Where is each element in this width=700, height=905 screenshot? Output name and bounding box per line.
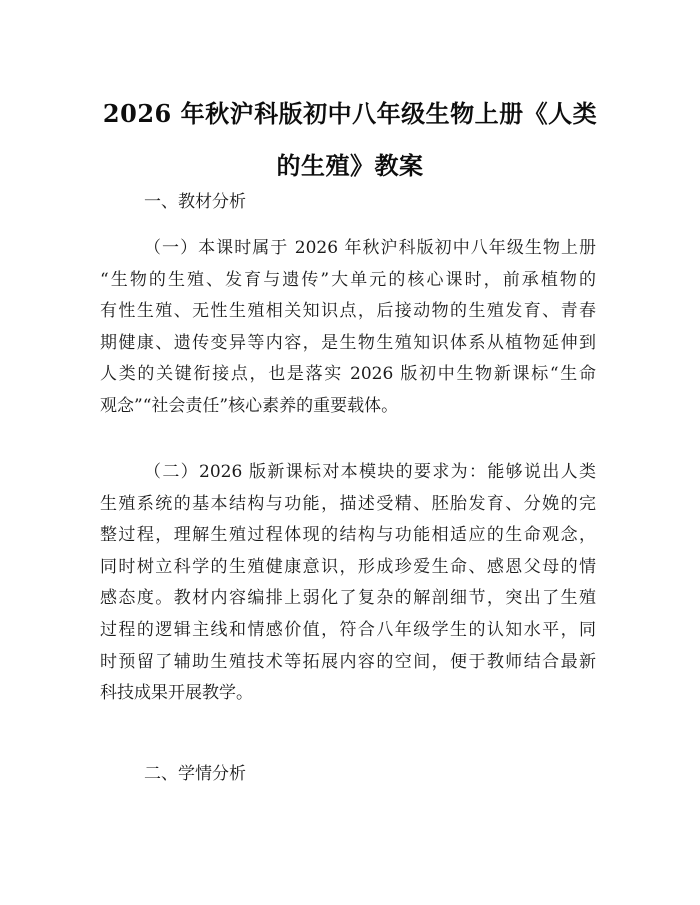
document-title [100,88,600,192]
paragraph-line: 有性生殖、无性生殖相关知识点，后接动物的生殖发育、青春 [100,301,596,322]
title-line: 的生殖》教案 [276,151,424,180]
paragraph-one [100,233,596,423]
paragraph-line: 同时树立科学的生殖健康意识，形成珍爱生命、感恩父母的情 [100,556,596,577]
paragraph-line: 感态度。教材内容编排上弱化了复杂的解剖细节，突出了生殖 [100,588,596,609]
paragraph-line: 科技成果开展教学。 [100,683,253,704]
paragraph-line: 人类的关键衔接点，也是落实 2026 版初中生物新课标“生命 [100,364,596,385]
paragraph-line: 观念”“社会责任”核心素养的重要载体。 [100,395,399,416]
paragraph-line: （二）2026 版新课标对本模块的要求为：能够说出人类 [144,462,596,482]
paragraph-line: 时预留了辅助生殖技术等拓展内容的空间，便于教师结合最新 [100,651,596,672]
section-heading-textbook-analysis: 一、教材分析 [144,192,246,212]
title-line: 2026 年秋沪科版初中八年级生物上册《人类 [102,99,598,128]
paragraph-line: 过程的逻辑主线和情感价值，符合八年级学生的认知水平，同 [100,619,596,640]
paragraph-line: （一）本课时属于 2026 年秋沪科版初中八年级生物上册 [144,238,596,258]
paragraph-line: 整过程，理解生殖过程体现的结构与功能相适应的生命观念， [100,525,596,546]
paragraph-two [100,457,596,710]
section-heading-student-analysis: 二、学情分析 [144,764,246,784]
paragraph-line: 生殖系统的基本结构与功能，描述受精、胚胎发育、分娩的完 [100,493,596,514]
paragraph-line: “生物的生殖、发育与遗传”大单元的核心课时，前承植物的 [100,269,596,290]
paragraph-line: 期健康、遗传变异等内容，是生物生殖知识体系从植物延伸到 [100,332,596,353]
